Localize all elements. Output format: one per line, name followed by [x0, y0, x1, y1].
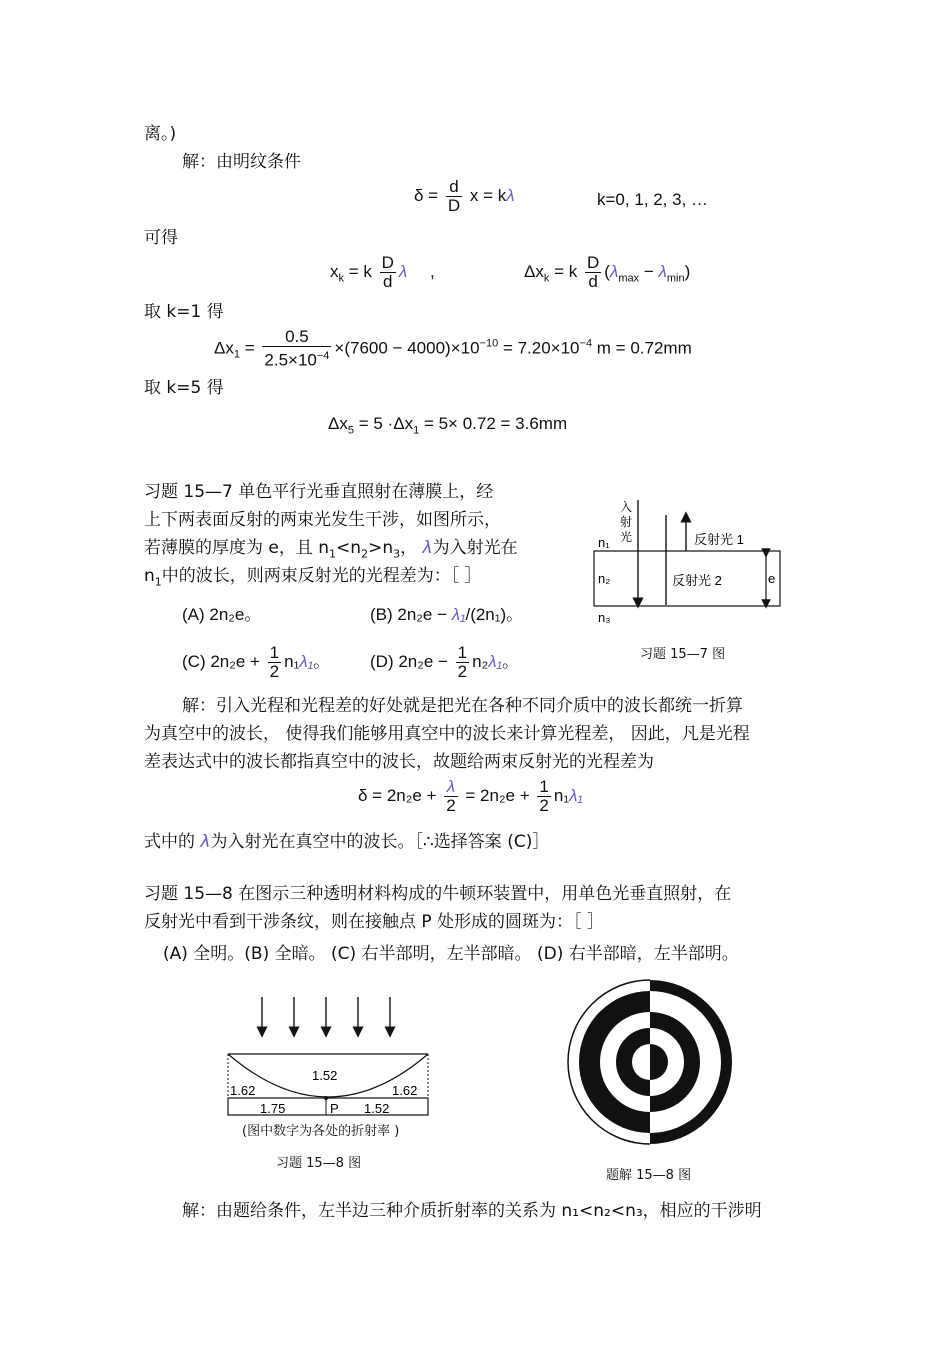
option-a: (A) 2n₂e。 [182, 605, 262, 624]
option-c [182, 644, 330, 681]
eq3-mid: ×(7600 − 4000)×10 [334, 338, 480, 358]
optd-c: 。 [501, 651, 519, 671]
equation-delta [358, 778, 583, 815]
half-num: 1 [269, 643, 280, 662]
solution-head: 解：由明纹条件 [182, 152, 301, 172]
eq5-b: = 2n₂e + [465, 785, 530, 805]
eq3-num: 0.5 [262, 328, 331, 347]
eq4-rhs: = 5× 0.72 = 3.6mm [423, 414, 568, 433]
incident-label-1: 入 [620, 500, 633, 514]
eq4-mid-sub: 1 [413, 424, 420, 437]
p157-sol4 [144, 832, 549, 852]
p157-l3a: 若薄膜的厚度为 e，且 n [144, 538, 330, 558]
eq5-lam: λ [444, 778, 457, 797]
p157-l4b: 中的波长，则两束反射光的光程差为：［ ］ [161, 566, 482, 586]
eq2-x: x [330, 261, 339, 281]
p158-line2: 反射光中看到干涉条纹，则在接触点 P 处形成的圆斑为：［ ］ [144, 912, 604, 932]
eq3-eq: = [244, 338, 255, 358]
optd-a: (D) 2n₂e − [370, 651, 448, 671]
eq2-eq2: = k [554, 261, 578, 281]
p-label: P [330, 1101, 339, 1116]
equation-dxk [524, 254, 690, 291]
solution-figure-15-8 [566, 978, 734, 1146]
left-gap-index: 1.62 [230, 1083, 256, 1098]
eq3-res-exp: −4 [579, 337, 593, 350]
eq2-dx: Δx [524, 261, 544, 281]
p157-l4a: n [144, 566, 155, 586]
option-b [370, 605, 523, 625]
n3-label: n₃ [598, 610, 611, 625]
right-plate-index: 1.52 [364, 1101, 390, 1116]
p157-l3d: ， [400, 538, 418, 558]
sol4b: 为入射光在真空中的波长。［∴选择答案 (C)］ [210, 832, 550, 852]
p157-sol2: 为真空中的波长， 使得我们能够用真空中的波长来计算光程差， 因此，凡是光程 [144, 724, 750, 744]
p158-options: (A) 全明。(B) 全暗。 (C) 右半部明，左半部暗。 (D) 右半部暗，左半部明。 [163, 944, 739, 964]
min-sub: min [666, 272, 685, 285]
k-values: k=0, 1, 2, 3, … [597, 190, 709, 209]
left-plate-index: 1.75 [260, 1101, 286, 1116]
reflected-1-label: 反射光 1 [694, 532, 744, 547]
eq3-res: = 7.20×10 [502, 338, 580, 358]
eq5-two2: 2 [539, 796, 549, 815]
optd-b: n₂ [472, 651, 489, 671]
eq1-rhs: x = k [469, 185, 507, 205]
base-plate [228, 1098, 428, 1115]
equation-bright-fringe [414, 178, 515, 215]
lambda-symbol: λ [398, 261, 408, 281]
p157-line2: 上下两表面反射的两束光发生干涉，如图所示， [144, 510, 501, 530]
eq5-one: 1 [539, 777, 549, 796]
eq5-a: δ = 2n₂e + [358, 785, 437, 805]
eq3-mid-exp: −10 [479, 337, 499, 350]
optc-c: 。 [313, 651, 331, 671]
sol4a: 式中的 [144, 832, 201, 852]
figure-15-8-caption: 习题 15—8 图 [276, 1156, 362, 1171]
figure-15-8-note: (图中数字为各处的折射率 ) [242, 1124, 400, 1139]
equation-xk [330, 254, 435, 291]
eq2-den2: d [588, 272, 598, 291]
p157-l3e: 为入射光在 [432, 538, 518, 558]
reflected-2-label: 反射光 2 [672, 573, 722, 588]
equation-dx1 [214, 328, 692, 370]
sub-1: 1 [329, 547, 337, 561]
lambda-1: λ₁ [488, 651, 502, 671]
half-den2: 2 [457, 662, 468, 681]
lambda-symbol: λ [506, 185, 515, 205]
p158-line1: 习题 15—8 在图示三种透明材料构成的牛顿环装置中，用单色光垂直照射，在 [144, 884, 732, 904]
contact-point [324, 1096, 328, 1100]
eq4-lhs-sub: 5 [347, 424, 354, 437]
figure-15-8 [222, 992, 437, 1122]
eq2-num2: D [586, 253, 600, 272]
optb-b: /(2n₁)。 [465, 605, 524, 624]
sub-1b: 1 [154, 575, 162, 589]
eq2-eq: = k [348, 261, 372, 281]
figure-15-7-caption: 习题 15—7 图 [640, 647, 726, 662]
take-k5: 取 k=5 得 [144, 378, 224, 398]
lambda-symbol: λ [422, 538, 433, 558]
paren-open: ( [604, 261, 610, 281]
p157-line4 [144, 566, 482, 592]
text-kede: 可得 [144, 228, 178, 248]
equation-dx5 [328, 414, 567, 440]
sub-2: 2 [361, 547, 369, 561]
max-sub: max [618, 272, 640, 285]
eq3-res-b: m = 0.72mm [596, 338, 692, 358]
half-den: 2 [269, 662, 280, 681]
eq2-den: d [383, 272, 393, 291]
lens-index: 1.52 [312, 1068, 338, 1083]
eq3-lhs-sub: 1 [233, 348, 240, 361]
eq4-lhs: Δx [328, 414, 348, 433]
lambda-1: λ₁ [299, 651, 314, 671]
eq5-lam1: λ₁ [569, 785, 583, 805]
p157-l3b: <n [336, 538, 362, 558]
eq5-c: n₁ [553, 785, 570, 805]
half-num2: 1 [457, 643, 468, 662]
eq1-lhs: δ = [414, 185, 439, 205]
paren-close: ) [684, 261, 691, 281]
eq4-mid: = 5 ·Δx [358, 414, 414, 433]
n1-label: n₁ [598, 535, 610, 550]
p158-sol1: 解：由题给条件，左半边三种介质折射率的关系为 n₁<n₂<n₃，相应的干涉明 [182, 1201, 762, 1221]
lambda-min: λ [658, 261, 667, 281]
optc-b: n₁ [284, 651, 300, 671]
eq2-sub: k [338, 272, 344, 285]
lambda-symbol: λ [200, 832, 211, 852]
sub-3: 3 [393, 547, 401, 561]
eq2-num: D [381, 253, 394, 272]
p157-l3c: >n [368, 538, 394, 558]
eq5-two: 2 [446, 796, 456, 815]
p157-line1: 习题 15—7 单色平行光垂直照射在薄膜上，经 [144, 482, 494, 502]
text-tail: 离。) [144, 124, 177, 144]
minus: − [643, 261, 654, 281]
solution-figure-caption: 题解 15—8 图 [606, 1168, 692, 1183]
n2-label: n₂ [598, 571, 611, 586]
incident-label-2: 射 [620, 515, 633, 529]
take-k1: 取 k=1 得 [144, 302, 224, 322]
optc-a: (C) 2n₂e + [182, 651, 260, 671]
e-label: e [768, 571, 776, 586]
p157-sol3: 差表达式中的波长都指真空中的波长，故题给两束反射光的光程差为 [144, 752, 654, 772]
eq1-num: d [446, 178, 462, 197]
right-gap-index: 1.62 [392, 1083, 418, 1098]
lambda-1: λ₁ [451, 605, 466, 624]
eq2-dx-sub: k [543, 272, 550, 285]
optb-a: (B) 2n₂e − [370, 605, 452, 624]
p157-line3 [144, 538, 518, 564]
p157-sol1: 解：引入光程和光程差的好处就是把光在各种不同介质中的波长都统一折算 [182, 696, 743, 716]
eq3-lhs: Δx [214, 338, 234, 358]
eq3-den: 2.5×10 [264, 350, 317, 370]
eq2-comma: , [430, 261, 435, 281]
option-d [370, 644, 519, 681]
eq3-den-exp: −4 [316, 350, 330, 362]
figure-15-7 [590, 495, 800, 670]
lambda-max: λ [609, 261, 619, 281]
eq1-den: D [447, 196, 461, 215]
incident-label-3: 光 [620, 530, 633, 544]
